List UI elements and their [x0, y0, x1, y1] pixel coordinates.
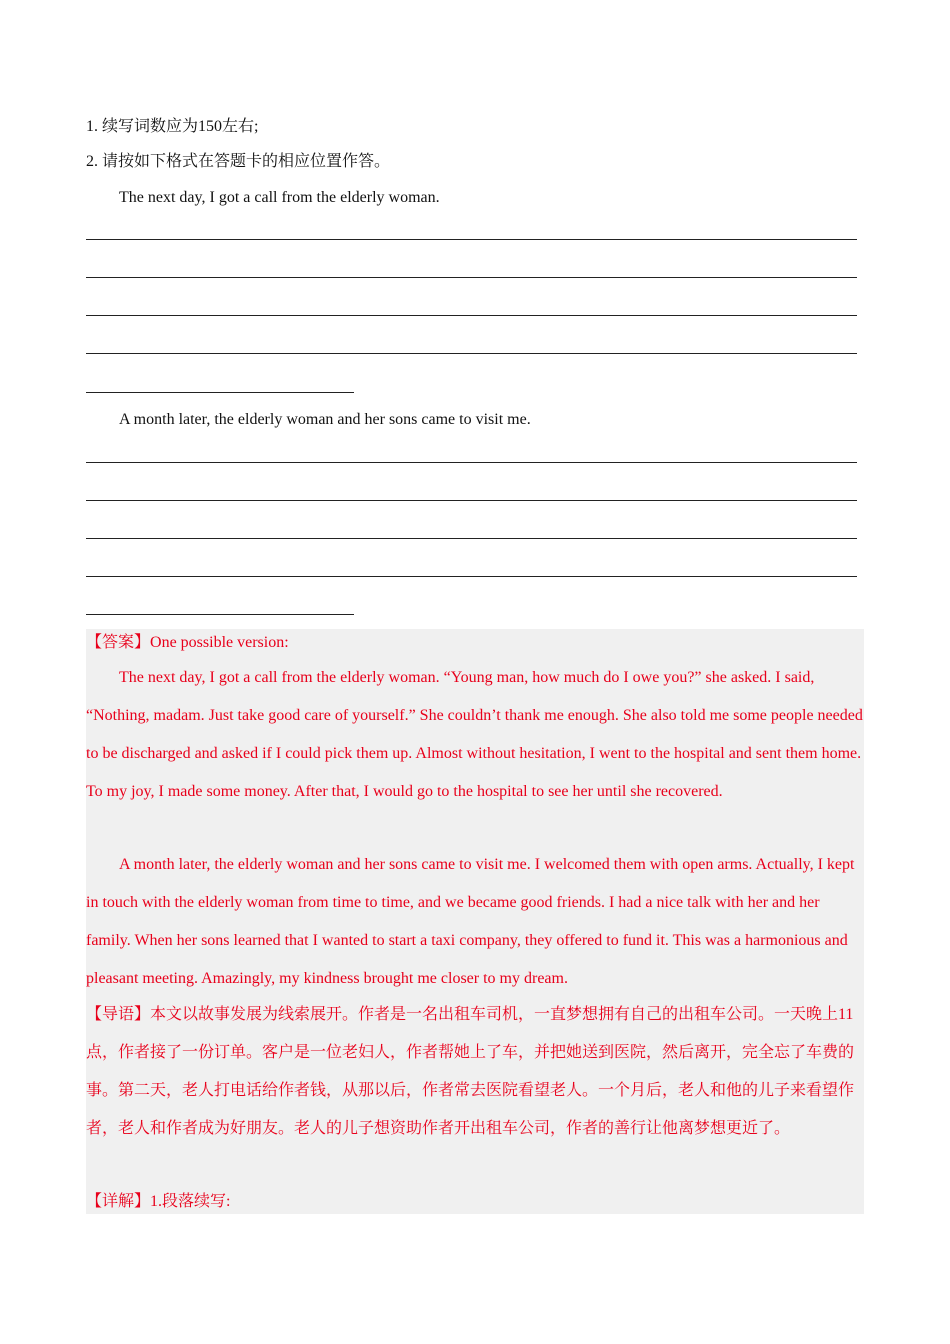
answer-label: 【答案】	[86, 634, 151, 651]
detail-label: 【详解】	[86, 1193, 151, 1210]
answer-text	[86, 659, 864, 811]
guide-section	[86, 996, 864, 1148]
answer-line	[86, 576, 857, 577]
answer-line	[86, 239, 857, 240]
answer-line	[86, 353, 857, 354]
detail-text: 1.段落续写:	[150, 1193, 231, 1210]
answer-line	[86, 315, 857, 316]
answer-line-short	[86, 614, 354, 615]
guide-label: 【导语】	[86, 1006, 151, 1023]
prompt-1: The next day, I got a call from the elderly woman.	[119, 189, 440, 206]
answer-line	[86, 277, 857, 278]
answer-heading	[86, 633, 289, 653]
answer-paragraph-1: The next day, I got a call from the elderly woman. “Young man, how much do I owe you?” she asked. I said, “Nothing, madam. Just take good care of yourself.” She couldn’t thank me enough. She also told me some people needed to be discharged and asked if I could pick them up. Almost without hesitation, I went to the hospital and sent them home. To my joy, I made some money. After that, I would go to the hospital to see her until she recovered.	[86, 669, 863, 800]
answer-text	[86, 846, 864, 998]
answer-paragraph-2: A month later, the elderly woman and her sons came to visit me. I welcomed them with open arms. Actually, I kept in touch with the elderly woman from time to time, and we became good friends. I had a nice talk with her and her family. When her sons learned that I wanted to start a taxi company, they offered to fund it. This was a harmonious and pleasant meeting. Amazingly, my kindness brought me closer to my dream.	[86, 856, 855, 987]
prompt-2: A month later, the elderly woman and her sons came to visit me.	[119, 411, 531, 428]
answer-line	[86, 500, 857, 501]
instruction-1: 1. 续写词数应为150左右;	[86, 118, 259, 135]
guide-text: 本文以故事发展为线索展开。作者是一名出租车司机，一直梦想拥有自己的出租车公司。一天晚上11点，作者接了一份订单。客户是一位老妇人，作者帮她上了车，并把她送到医院，然后离开，完全忘了车费的事。第二天，老人打电话给作者钱，从那以后，作者常去医院看望老人。一个月后，老人和他的儿子来看望作者，老人和作者成为好朋友。老人的儿子想资助作者开出租车公司，作者的善行让他离梦想更近了。	[86, 1006, 855, 1137]
instruction-2: 2. 请按如下格式在答题卡的相应位置作答。	[86, 153, 391, 170]
answer-line	[86, 462, 857, 463]
answer-line	[86, 538, 857, 539]
answer-intro: One possible version:	[150, 634, 289, 651]
detail-heading	[86, 1192, 230, 1212]
answer-line-short	[86, 392, 354, 393]
